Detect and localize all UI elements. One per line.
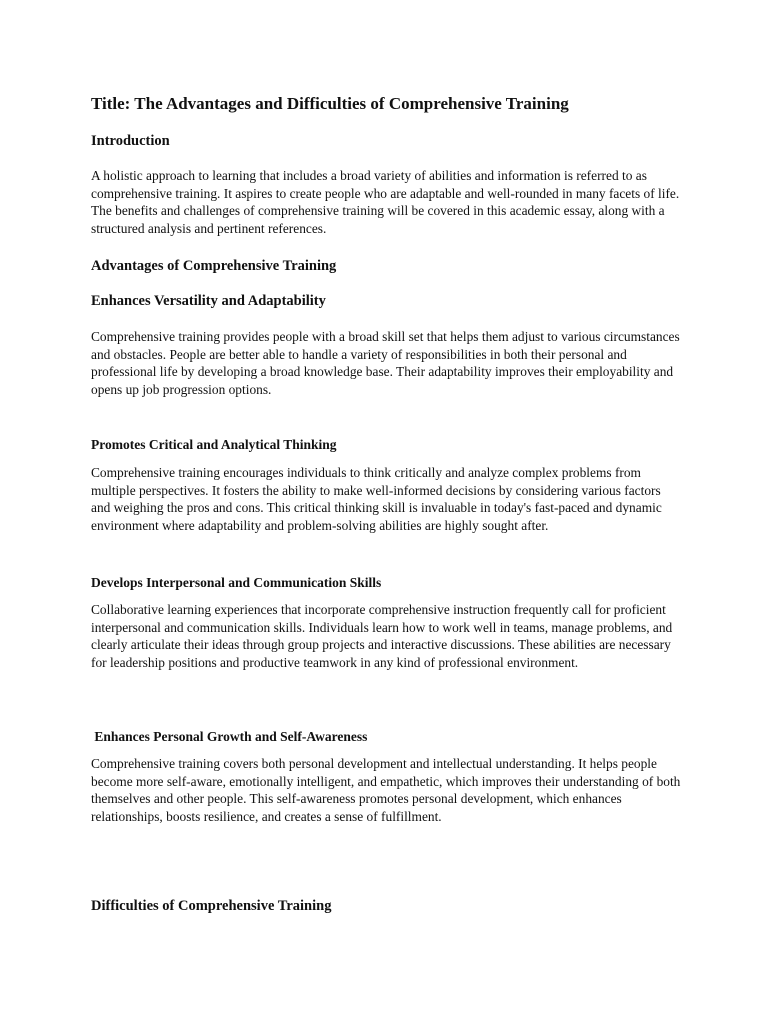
section-heading-personal-growth: Enhances Personal Growth and Self-Awareness (91, 729, 368, 744)
document-title: Title: The Advantages and Difficulties of Comprehensive Training (91, 94, 569, 113)
advantages-heading: Advantages of Comprehensive Training (91, 258, 337, 274)
section-heading-critical-thinking: Promotes Critical and Analytical Thinking (91, 437, 337, 452)
section-paragraph-interpersonal: Collaborative learning experiences that incorporate comprehensive instruction frequently call for proficient interpersonal and communication skills. Individuals learn how to work well in teams, manage problems, and clearly articulate their ideas through group projects and interactive discussions. These abilities are necessary for leadership positions and productive teamwork in any kind of professional environment. (91, 602, 673, 670)
section-paragraph-versatility: Comprehensive training provides people with a broad skill set that helps them adjust to various circumstances and obstacles. People are better able to handle a variety of responsibilities in both their personal and professional life by developing a broad knowledge base. Their adaptability improves their employability and opens up job progression options. (91, 329, 680, 397)
section-paragraph-critical-thinking: Comprehensive training encourages individuals to think critically and analyze complex problems from multiple perspectives. It fosters the ability to make well-informed decisions by considering various factors and weighing the pros and cons. This critical thinking skill is invaluable in today's fast-paced and dynamic environment where adaptability and problem-solving abilities are highly sought after. (91, 465, 662, 533)
section-paragraph-personal-growth: Comprehensive training covers both personal development and intellectual understanding. It helps people become more self-aware, emotionally intelligent, and empathetic, which improves their understanding of both themselves and other people. This self-awareness promotes personal development, which enhances relationships, boosts resilience, and creates a sense of fulfillment. (91, 756, 681, 824)
section-heading-versatility: Enhances Versatility and Adaptability (91, 293, 326, 309)
introduction-paragraph: A holistic approach to learning that includes a broad variety of abilities and information is referred to as comprehensive training. It aspires to create people who are adaptable and well-rounded in many facets of life. The benefits and challenges of comprehensive training will be covered in this academic essay, along with a structured analysis and pertinent references. (91, 168, 680, 236)
section-heading-interpersonal: Develops Interpersonal and Communication Skills (91, 575, 382, 590)
difficulties-heading: Difficulties of Comprehensive Training (91, 898, 332, 914)
introduction-heading: Introduction (91, 133, 170, 149)
